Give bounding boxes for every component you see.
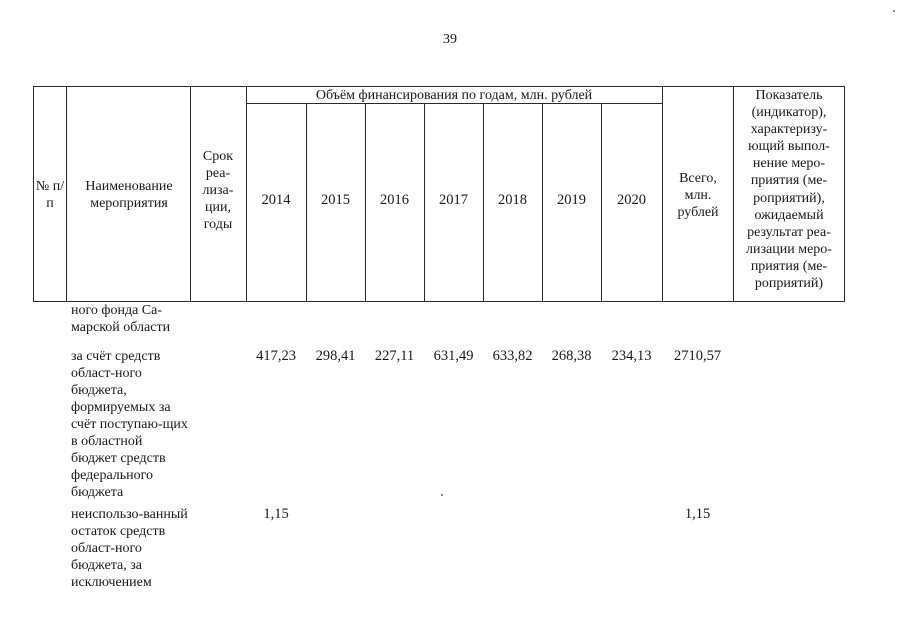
header-year-2018: 2018 [498,192,527,208]
header-term: Срок реа-лиза-ции, годы [202,149,234,232]
scan-speck [893,10,895,12]
row-value-2015: 298,41 [315,348,356,364]
row-total: 2710,57 [673,348,722,364]
row-name: ного фонда Са-марской области [71,303,171,335]
row-value-2014: 1,15 [263,506,289,522]
row-value-2016: 227,11 [374,348,415,364]
row-value-2018: 633,82 [492,348,533,364]
header-number: № п/п [35,179,65,211]
header-year-2017: 2017 [439,192,468,208]
row-total: 1,15 [684,506,711,522]
scan-speck [441,494,443,496]
header-name: Наименование мероприятия [85,179,173,211]
header-year-2015: 2015 [321,192,350,208]
row-value-2014: 417,23 [256,348,296,364]
header-total: Всего, млн. рублей [677,171,719,220]
row-name: неиспользо-ванный остаток средств област-ного бюджета, за исключением [71,507,188,590]
header-year-2014: 2014 [261,192,291,208]
row-value-2017: 631,49 [433,348,474,364]
header-year-2020: 2020 [617,192,646,208]
header-year-2016: 2016 [380,192,409,208]
row-name: за счёт средств област-ного бюджета, формируемых за счёт поступаю-щих в областной бюджет средств федерального бюджета [71,349,188,500]
header-group-title: Объём финансирования по годам, млн. рублей [315,88,593,103]
header-indicator: Показатель (индикатор), характеризу-ющий выпол-нение меро-приятия (ме-роприятий), ожидаемый результат реа-лизации меро-приятия (ме-роприятий) [746,88,832,292]
row-value-2020: 234,13 [611,348,652,364]
header-year-2019: 2019 [557,192,586,208]
page-number: 39 [443,32,457,47]
row-value-2019: 268,38 [551,348,592,364]
